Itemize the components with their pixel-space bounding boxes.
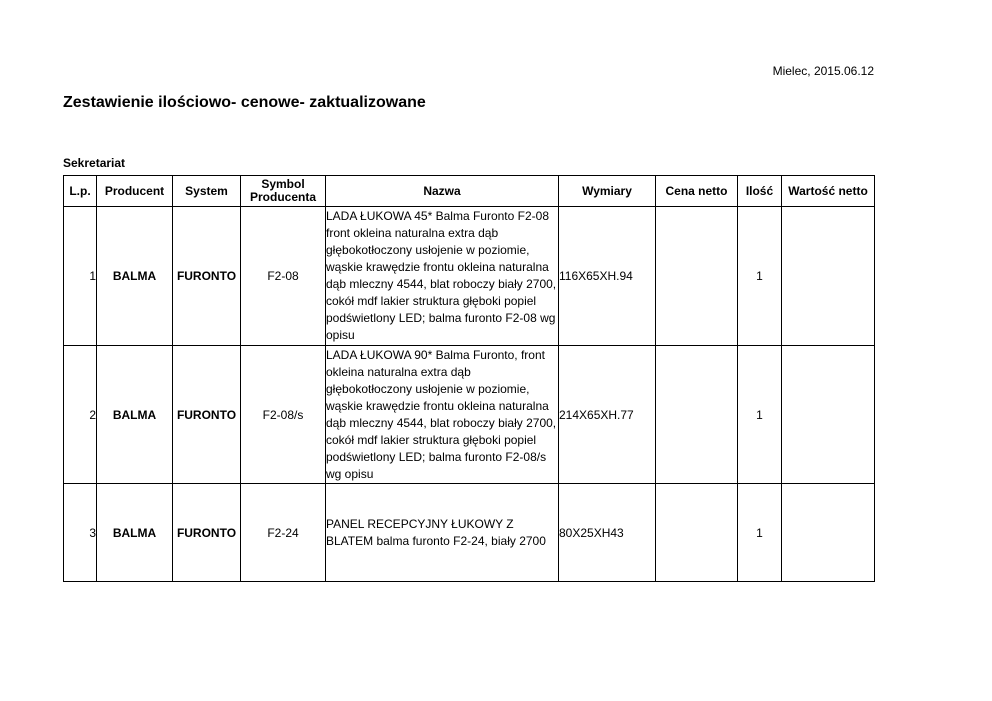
document-date: Mielec, 2015.06.12 — [772, 64, 874, 78]
table-row — [64, 484, 875, 582]
cell-wymiary: 80X25XH43 — [559, 484, 656, 582]
items-table — [63, 175, 875, 582]
col-header-symbol-producenta: Symbol Producenta — [241, 176, 326, 207]
cell-ilosc: 1 — [738, 207, 782, 346]
cell-wymiary: 116X65XH.94 — [559, 207, 656, 346]
col-header-ilosc: Ilość — [738, 176, 782, 207]
table-row — [64, 207, 875, 346]
col-header-wartosc-netto: Wartość netto — [782, 176, 875, 207]
col-header-wymiary: Wymiary — [559, 176, 656, 207]
col-header-lp: L.p. — [64, 176, 97, 207]
cell-system: FURONTO — [173, 346, 241, 484]
cell-system: FURONTO — [173, 484, 241, 582]
cell-system: FURONTO — [173, 207, 241, 346]
cell-cena-netto — [656, 207, 738, 346]
cell-lp: 2 — [64, 346, 97, 484]
cell-symbol-producenta: F2-08/s — [241, 346, 326, 484]
cell-lp: 1 — [64, 207, 97, 346]
col-header-cena-netto: Cena netto — [656, 176, 738, 207]
cell-producent: BALMA — [97, 207, 173, 346]
cell-ilosc: 1 — [738, 484, 782, 582]
cell-wymiary: 214X65XH.77 — [559, 346, 656, 484]
cell-symbol-producenta: F2-24 — [241, 484, 326, 582]
cell-lp: 3 — [64, 484, 97, 582]
page-title: Zestawienie ilościowo- cenowe- zaktualizowane — [63, 94, 426, 111]
col-header-producent: Producent — [97, 176, 173, 207]
col-header-nazwa: Nazwa — [326, 176, 559, 207]
cell-nazwa: LADA ŁUKOWA 45* Balma Furonto F2-08 front okleina naturalna extra dąb głębokotłoczony usłojenie w poziomie, wąskie krawędzie frontu okleina naturalna dąb mleczny 4544, blat roboczy biały 2700, cokół mdf lakier struktura głęboki popiel podświetlony LED; balma furonto F2-08 wg opisu — [326, 207, 559, 346]
cell-ilosc: 1 — [738, 346, 782, 484]
cell-nazwa: LADA ŁUKOWA 90* Balma Furonto, front okleina naturalna extra dąb głębokotłoczony usłojenie w poziomie, wąskie krawędzie frontu okleina naturalna dąb mleczny 4544, blat roboczy biały 2700, cokół mdf lakier struktura głęboki popiel podświetlony LED; balma furonto F2-08/s wg opisu — [326, 346, 559, 484]
table-row — [64, 346, 875, 484]
cell-producent: BALMA — [97, 484, 173, 582]
cell-producent: BALMA — [97, 346, 173, 484]
cell-symbol-producenta: F2-08 — [241, 207, 326, 346]
col-header-system: System — [173, 176, 241, 207]
cell-wartosc-netto — [782, 207, 875, 346]
cell-cena-netto — [656, 346, 738, 484]
cell-wartosc-netto — [782, 484, 875, 582]
table-header-row — [64, 176, 875, 207]
cell-wartosc-netto — [782, 346, 875, 484]
section-heading: Sekretariat — [63, 156, 126, 170]
cell-cena-netto — [656, 484, 738, 582]
cell-nazwa: PANEL RECEPCYJNY ŁUKOWY Z BLATEM balma furonto F2-24, biały 2700 — [326, 484, 559, 582]
